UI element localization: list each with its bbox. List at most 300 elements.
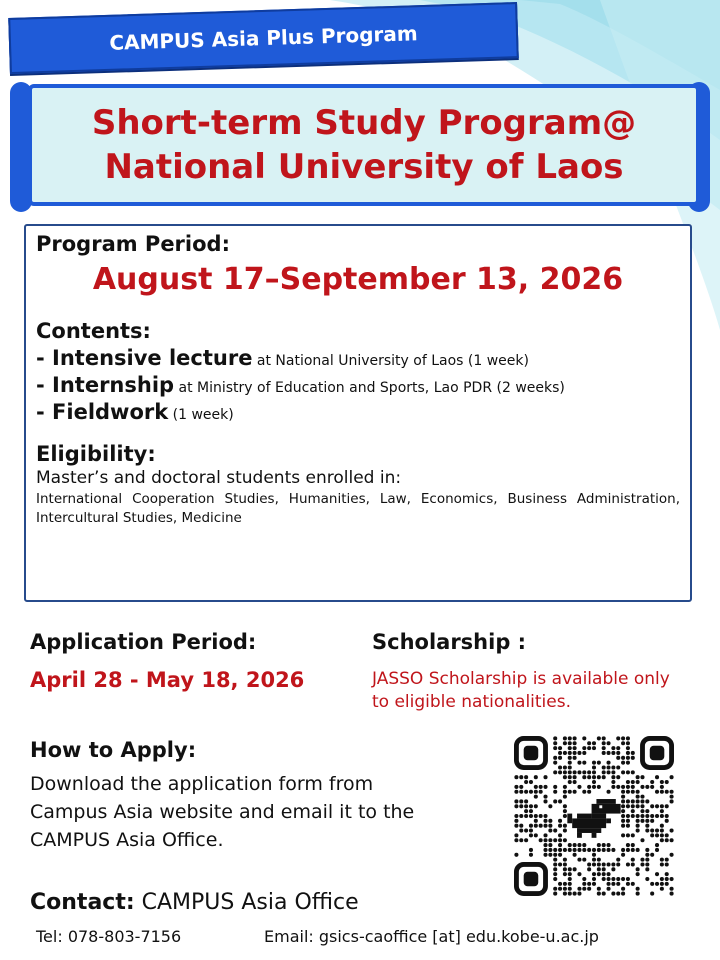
qr-module [670,853,674,857]
qr-module [563,848,567,852]
qr-module [645,819,649,823]
qr-module [611,746,615,750]
application-period-heading: Application Period: [30,630,257,654]
qr-module [529,853,533,857]
qr-module [568,741,572,745]
qr-module [573,867,577,871]
qr-module [670,887,674,891]
qr-module [660,838,664,842]
qr-module [563,892,567,896]
qr-module [577,761,581,765]
qr-module [655,833,659,837]
qr-module [563,751,567,755]
qr-module [650,833,654,837]
qr-module [563,872,567,876]
qr-module [640,838,644,842]
qr-module [660,858,664,862]
qr-module [568,790,572,794]
qr-module [553,799,557,803]
qr-module [577,887,581,891]
qr-module [582,751,586,755]
qr-module [543,775,547,779]
program-info-box [24,224,692,602]
qr-module [558,833,562,837]
qr-module [665,780,669,784]
qr-module [645,877,649,881]
qr-module [670,795,674,799]
qr-module [558,819,562,823]
qr-module [553,746,557,750]
qr-module [582,858,586,862]
qr-module [611,882,615,886]
qr-module [655,848,659,852]
qr-module [568,770,572,774]
qr-module [650,785,654,789]
qr-module [602,741,606,745]
qr-module [534,824,538,828]
qr-module [582,848,586,852]
qr-module [626,761,630,765]
qr-module [655,814,659,818]
qr-module [636,867,640,871]
qr-module [524,775,528,779]
qr-module [529,848,533,852]
qr-module [524,799,528,803]
qr-module [650,814,654,818]
qr-module [645,814,649,818]
qr-module [631,790,635,794]
qr-module [543,819,547,823]
qr-module [621,790,625,794]
qr-module [665,833,669,837]
qr-module [582,790,586,794]
qr-module [553,736,557,740]
qr-module [621,892,625,896]
qr-module [573,848,577,852]
qr-module [548,843,552,847]
qr-module [582,882,586,886]
qr-module [636,824,640,828]
qr-module [592,862,596,866]
qr-module [602,736,606,740]
qr-module [587,887,591,891]
contact-line [30,890,359,915]
qr-module [548,838,552,842]
qr-module [582,736,586,740]
qr-module [626,848,630,852]
qr-module [631,756,635,760]
qr-module [616,746,620,750]
qr-module [645,862,649,866]
qr-module [534,833,538,837]
qr-module [568,887,572,891]
qr-module [568,775,572,779]
qr-module [611,892,615,896]
qr-module [529,790,533,794]
qr-module [660,862,664,866]
qr-module [621,877,625,881]
qr-module [519,814,523,818]
eligibility-heading: Eligibility: [36,442,156,466]
qr-module [626,799,630,803]
qr-module [568,751,572,755]
qr-module [640,785,644,789]
qr-module [636,829,640,833]
qr-module [607,887,611,891]
qr-module [553,872,557,876]
qr-module [553,756,557,760]
qr-module [514,838,518,842]
qr-module [529,814,533,818]
qr-module [558,848,562,852]
qr-module [602,862,606,866]
qr-module [563,785,567,789]
qr-module [616,736,620,740]
qr-module [553,829,557,833]
content-item-name: - Intensive lecture [36,346,253,370]
qr-module [529,780,533,784]
qr-module [573,790,577,794]
qr-module [660,882,664,886]
qr-module [607,770,611,774]
qr-module [640,799,644,803]
qr-module [670,838,674,842]
qr-module [607,843,611,847]
qr-module [592,770,596,774]
qr-module [543,824,547,828]
qr-module [607,862,611,866]
qr-module [616,751,620,755]
qr-module [660,824,664,828]
qr-module [602,867,606,871]
qr-module [650,804,654,808]
qr-module [607,877,611,881]
qr-module [640,819,644,823]
qr-module [636,872,640,876]
qr-module [534,775,538,779]
qr-module [553,785,557,789]
qr-module [597,867,601,871]
qr-module [592,761,596,765]
qr-module [636,848,640,852]
content-item-name: - Fieldwork [36,400,169,424]
qr-module [626,833,630,837]
qr-module [592,785,596,789]
qr-module [626,877,630,881]
qr-module [514,814,518,818]
qr-module [621,833,625,837]
qr-module [563,741,567,745]
qr-module [534,804,538,808]
qr-module [592,746,596,750]
qr-code-icon[interactable] [514,736,674,896]
qr-module [539,785,543,789]
qr-module [607,848,611,852]
eligibility-fields: International Cooperation Studies, Humanities, Law, Economics, Business Administration, Intercultural Studies, Medicine [36,491,680,526]
qr-module [558,862,562,866]
qr-module [626,804,630,808]
content-item-detail: (1 week) [168,407,234,423]
qr-module [597,761,601,765]
qr-module [660,790,664,794]
qr-module [553,867,557,871]
qr-module [577,751,581,755]
qr-module [514,799,518,803]
qr-module [514,824,518,828]
qr-module [592,877,596,881]
qr-module [582,887,586,891]
qr-module [563,814,567,818]
qr-module [563,882,567,886]
qr-module [529,824,533,828]
qr-module [597,862,601,866]
how-to-apply-heading: How to Apply: [30,738,197,762]
qr-module [636,814,640,818]
qr-module [621,848,625,852]
qr-module [597,785,601,789]
qr-module [611,775,615,779]
qr-module [611,765,615,769]
qr-module [543,838,547,842]
qr-module [577,785,581,789]
qr-module [582,775,586,779]
qr-module [514,819,518,823]
qr-module [514,804,518,808]
qr-module [597,736,601,740]
qr-module [573,736,577,740]
qr-module [621,809,625,813]
qr-module [611,770,615,774]
qr-module [592,882,596,886]
qr-module [587,882,591,886]
qr-module [577,770,581,774]
qr-module [587,785,591,789]
qr-module [640,775,644,779]
qr-module [519,790,523,794]
qr-module [626,741,630,745]
qr-module [558,887,562,891]
qr-module [524,809,528,813]
qr-module [558,746,562,750]
qr-finder-inner [524,746,539,761]
qr-module [519,824,523,828]
qr-module [553,862,557,866]
content-item-detail: at National University of Laos (1 week) [252,353,529,369]
qr-module [631,882,635,886]
qr-module [621,736,625,740]
qr-module [631,804,635,808]
qr-module [660,829,664,833]
qr-module [602,746,606,750]
qr-module [543,848,547,852]
qr-module [543,833,547,837]
qr-module [587,790,591,794]
qr-module [519,838,523,842]
qr-module [602,775,606,779]
qr-module [582,761,586,765]
qr-module [568,780,572,784]
qr-module [519,804,523,808]
qr-module [563,775,567,779]
qr-module [621,799,625,803]
qr-module [636,819,640,823]
qr-module [563,858,567,862]
qr-module [602,751,606,755]
qr-module [543,814,547,818]
qr-module [514,790,518,794]
qr-module [626,746,630,750]
qr-module [524,804,528,808]
qr-module [611,785,615,789]
qr-module [626,819,630,823]
qr-module [514,853,518,857]
qr-module [631,799,635,803]
qr-module [548,804,552,808]
qr-module [631,770,635,774]
qr-module [616,756,620,760]
qr-module [573,770,577,774]
qr-module [563,765,567,769]
qr-module [558,824,562,828]
qr-module [548,853,552,857]
qr-module [558,838,562,842]
qr-module [519,799,523,803]
qr-module [616,877,620,881]
qr-module [602,872,606,876]
qr-module [670,799,674,803]
qr-module [597,858,601,862]
qr-module [573,892,577,896]
qr-module [563,829,567,833]
qr-module [524,790,528,794]
scholarship-text: JASSO Scholarship is available only to eligible nationalities. [372,669,670,712]
qr-module [660,833,664,837]
qr-module [631,785,635,789]
qr-module [670,829,674,833]
qr-module [539,824,543,828]
qr-module [626,843,630,847]
qr-module [645,867,649,871]
qr-module [573,775,577,779]
qr-module [558,751,562,755]
qr-module [621,770,625,774]
qr-module [645,824,649,828]
qr-module [636,780,640,784]
qr-module [631,814,635,818]
qr-module [568,892,572,896]
qr-module [514,775,518,779]
qr-module [573,843,577,847]
qr-module [597,843,601,847]
qr-module [568,872,572,876]
qr-module [602,848,606,852]
qr-module [568,882,572,886]
qr-module [665,819,669,823]
qr-module [616,882,620,886]
qr-module [563,804,567,808]
qr-module [597,892,601,896]
qr-module [611,751,615,755]
qr-module [645,858,649,862]
qr-module [563,736,567,740]
qr-module [524,829,528,833]
banner-label: CAMPUS Asia Plus Program [108,21,418,55]
qr-module [616,785,620,789]
qr-module [645,809,649,813]
content-item-internship [36,373,680,397]
qr-module [636,887,640,891]
qr-module [670,877,674,881]
qr-module [636,892,640,896]
qr-module [670,892,674,896]
qr-module [621,853,625,857]
qr-module [548,829,552,833]
qr-module [582,770,586,774]
qr-module [655,804,659,808]
scholarship-heading: Scholarship : [372,630,527,654]
qr-module [660,780,664,784]
qr-module [626,882,630,886]
qr-module [558,765,562,769]
qr-module [568,877,572,881]
qr-module [539,814,543,818]
qr-module [611,867,615,871]
qr-module [568,765,572,769]
qr-module [548,824,552,828]
qr-module [573,780,577,784]
qr-module [660,814,664,818]
qr-module [616,858,620,862]
qr-module [621,887,625,891]
qr-module [621,795,625,799]
qr-module [563,770,567,774]
qr-module [563,867,567,871]
qr-module [524,780,528,784]
qr-module [607,882,611,886]
qr-module [607,761,611,765]
qr-module [660,785,664,789]
qr-module [514,833,518,837]
qr-module [529,809,533,813]
qr-module [573,853,577,857]
qr-finder-inner [650,746,665,761]
qr-module [592,853,596,857]
qr-module [616,862,620,866]
qr-module [621,756,625,760]
qr-module [655,872,659,876]
program-period-heading: Program Period: [36,232,230,256]
qr-module [519,785,523,789]
qr-module [636,775,640,779]
title-line-2: National University of Laos [104,147,624,187]
qr-module [670,775,674,779]
qr-module [568,756,572,760]
qr-module [616,765,620,769]
qr-module [602,877,606,881]
qr-module [665,877,669,881]
qr-module [631,751,635,755]
qr-module [665,838,669,842]
qr-module [553,887,557,891]
qr-module [553,877,557,881]
contact-email: Email: gsics-caoffice [at] edu.kobe-u.ac.jp [264,927,599,946]
qr-module [655,829,659,833]
qr-module [573,741,577,745]
qr-module [558,799,562,803]
qr-module [582,877,586,881]
qr-module [553,741,557,745]
qr-module [621,814,625,818]
